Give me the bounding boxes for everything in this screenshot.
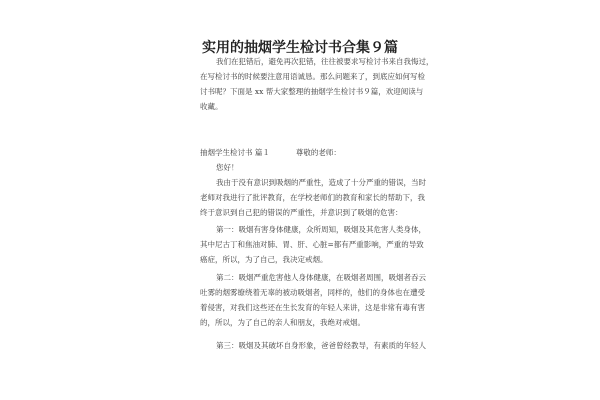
para3-line-2: 吐雾的烟雾缭绕着无辜的被动吸烟者，同样的，他们的身体也在遭受: [200, 288, 425, 297]
intro-line-4: 收藏。: [200, 102, 223, 111]
para3-line-1: 第二：吸烟严重危害他人身体健康，在吸烟者周围，吸烟者吞云: [216, 273, 426, 282]
para2-line-3: 癌症，所以，为了自己，我决定戒烟。: [200, 255, 328, 264]
para4-line-1: 第三：吸烟及其破坏自身形象，爸爸曾经教导，有素质的年轻人: [216, 341, 426, 350]
para1-line-3: 终于意识到自己犯的错误的严重性，并意识到了吸烟的危害：: [200, 208, 403, 217]
para2-line-1: 第一：吸烟有害身体健康，众所周知，吸烟及其危害人类身体，: [216, 225, 426, 234]
section-heading-row: [200, 148, 341, 158]
para3-line-3: 着侵害，对我们这些还在生长发育的年轻人来讲，这是非常有毒有害: [200, 303, 425, 312]
section-heading: 抽烟学生检讨书 篇１: [200, 148, 270, 157]
para1-line-1: 我由于没有意识到吸烟的严重性，造成了十分严重的错误，当时: [216, 178, 426, 187]
document-title: 实用的抽烟学生检讨书合集９篇: [202, 40, 398, 56]
para2-line-2: 其中尼古丁和焦油对肺、胃、肝、心脏=都有严重影响，严重的导致: [200, 240, 424, 249]
para3-line-4: 的，所以，为了自己的亲人和朋友，我绝对戒烟。: [200, 318, 365, 327]
para1-line-2: 老师对我进行了批评教育，在学校老师们的教育和家长的帮助下，我: [200, 193, 425, 202]
intro-line-1: 我们在犯错后，避免再次犯错，往往被要求写检讨书来自我悔过，: [216, 57, 434, 66]
intro-line-3: 讨书呢？下面是 xx 帮大家整理的抽烟学生检讨书９篇，欢迎阅读与: [200, 87, 424, 96]
greeting: 您好！: [216, 163, 239, 172]
addressee: 尊敬的老师：: [295, 148, 341, 157]
intro-line-2: 在写检讨书的时候要注意用语诚恳。那么问题来了，到底应如何写检: [200, 72, 425, 81]
